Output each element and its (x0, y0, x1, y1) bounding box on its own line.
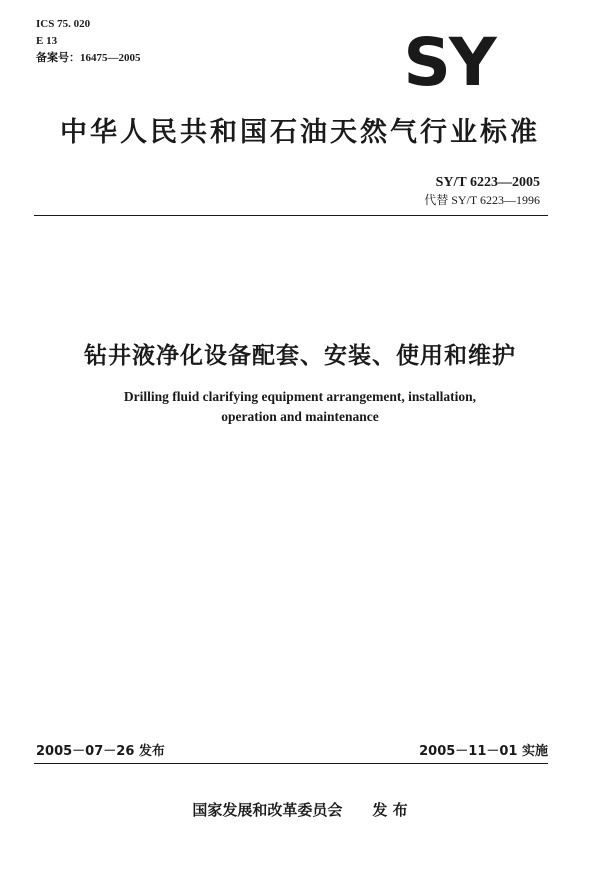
replaced-standard: 代替 SY/T 6223—1996 (424, 193, 540, 207)
ics-code: ICS 75. 020 (36, 18, 91, 30)
sy-logo-text: SY (403, 30, 495, 92)
document-title-english (0, 387, 600, 427)
sy-logo (393, 30, 505, 92)
top-divider (34, 215, 548, 216)
standard-number: SY/T 6223—2005 (435, 175, 540, 190)
sy-logo-mark (393, 30, 505, 92)
issuing-standard-category: 中华人民共和国石油天然气行业标准 (60, 117, 540, 148)
class-code: E 13 (36, 35, 58, 47)
publisher-name: 国家发展和改革委员会 (192, 801, 343, 819)
record-number: 备案号：16475—2005 (36, 52, 141, 64)
english-title-line-1: Drilling fluid clarifying equipment arrangement, installation, (123, 389, 477, 404)
bottom-divider (34, 763, 548, 764)
publisher-action: 发 布 (372, 801, 408, 819)
publisher-line (0, 799, 600, 820)
standard-number-block (424, 174, 540, 208)
document-title-chinese: 钻井液净化设备配套、安装、使用和维护 (84, 343, 516, 369)
implementation-date: 2005－11－01 实施 (419, 744, 548, 759)
classification-block (36, 16, 141, 67)
issue-date: 2005－07－26 发布 (36, 744, 165, 759)
english-title-line-2: operation and maintenance (221, 409, 379, 424)
